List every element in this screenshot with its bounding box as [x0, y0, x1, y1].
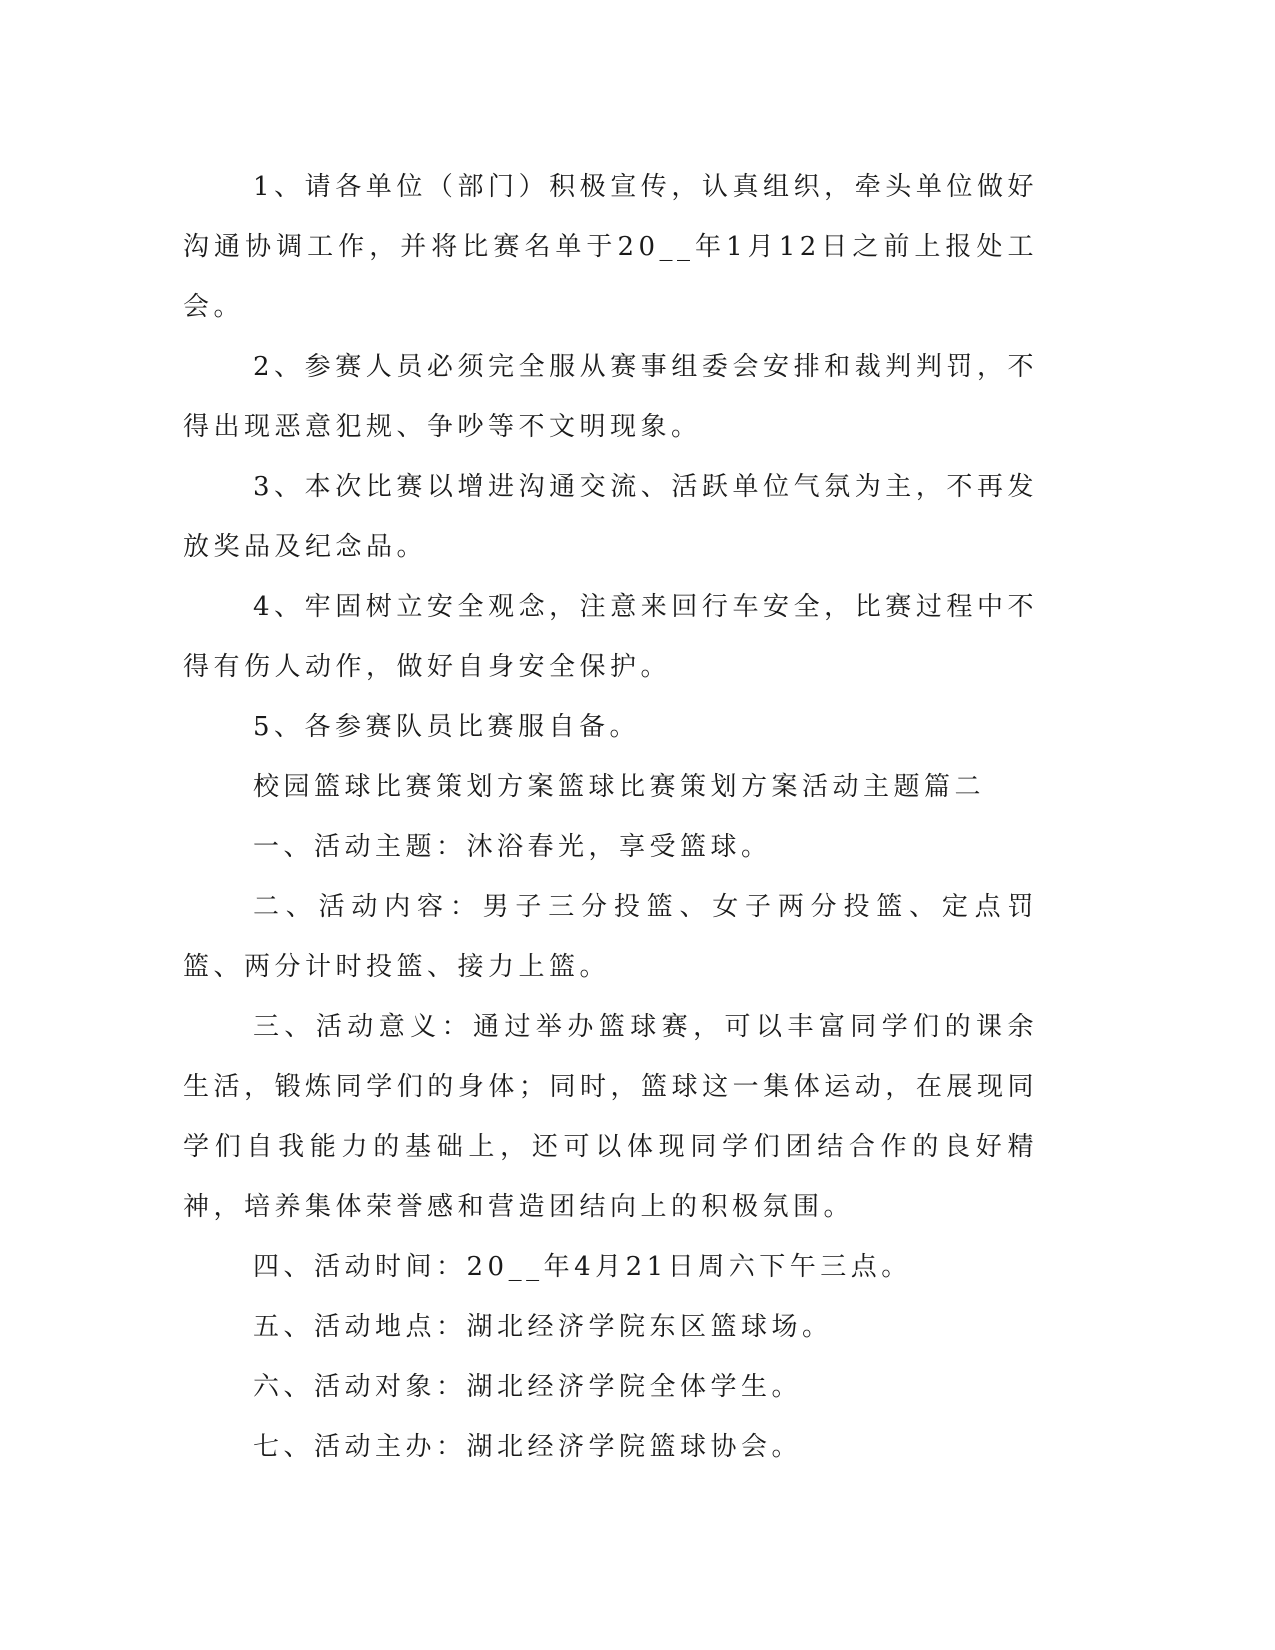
paragraph-activity-time: 四、活动时间：20__年4月21日周六下午三点。 [253, 1252, 912, 1282]
document-body [183, 157, 1038, 1477]
paragraph-activity-audience: 六、活动对象：湖北经济学院全体学生。 [253, 1372, 803, 1402]
paragraph-5: 5、各参赛队员比赛服自备。 [253, 712, 641, 742]
paragraph-activity-theme: 一、活动主题：沐浴春光，享受篮球。 [253, 832, 772, 862]
paragraph-2: 2、参赛人员必须完全服从赛事组委会安排和裁判判罚，不得出现恶意犯规、争吵等不文明现象。 [183, 352, 1038, 442]
paragraph-4: 4、牢固树立安全观念，注意来回行车安全，比赛过程中不得有伤人动作，做好自身安全保护。 [183, 592, 1038, 682]
paragraph-1: 1、请各单位（部门）积极宣传，认真组织，牵头单位做好沟通协调工作，并将比赛名单于20__年1月12日之前上报处工会。 [183, 172, 1038, 322]
paragraph-3: 3、本次比赛以增进沟通交流、活跃单位气氛为主，不再发放奖品及纪念品。 [183, 472, 1038, 562]
paragraph-activity-content: 二、活动内容：男子三分投篮、女子两分投篮、定点罚篮、两分计时投篮、接力上篮。 [183, 892, 1038, 982]
paragraph-activity-organizer: 七、活动主办：湖北经济学院篮球协会。 [253, 1432, 803, 1462]
paragraph-activity-meaning: 三、活动意义：通过举办篮球赛，可以丰富同学们的课余生活，锻炼同学们的身体；同时，篮球这一集体运动，在展现同学们自我能力的基础上，还可以体现同学们团结合作的良好精神，培养集体荣誉感和营造团结向上的积极氛围。 [183, 1012, 1038, 1222]
section-heading: 校园篮球比赛策划方案篮球比赛策划方案活动主题篇二 [253, 772, 986, 802]
paragraph-activity-location: 五、活动地点：湖北经济学院东区篮球场。 [253, 1312, 833, 1342]
